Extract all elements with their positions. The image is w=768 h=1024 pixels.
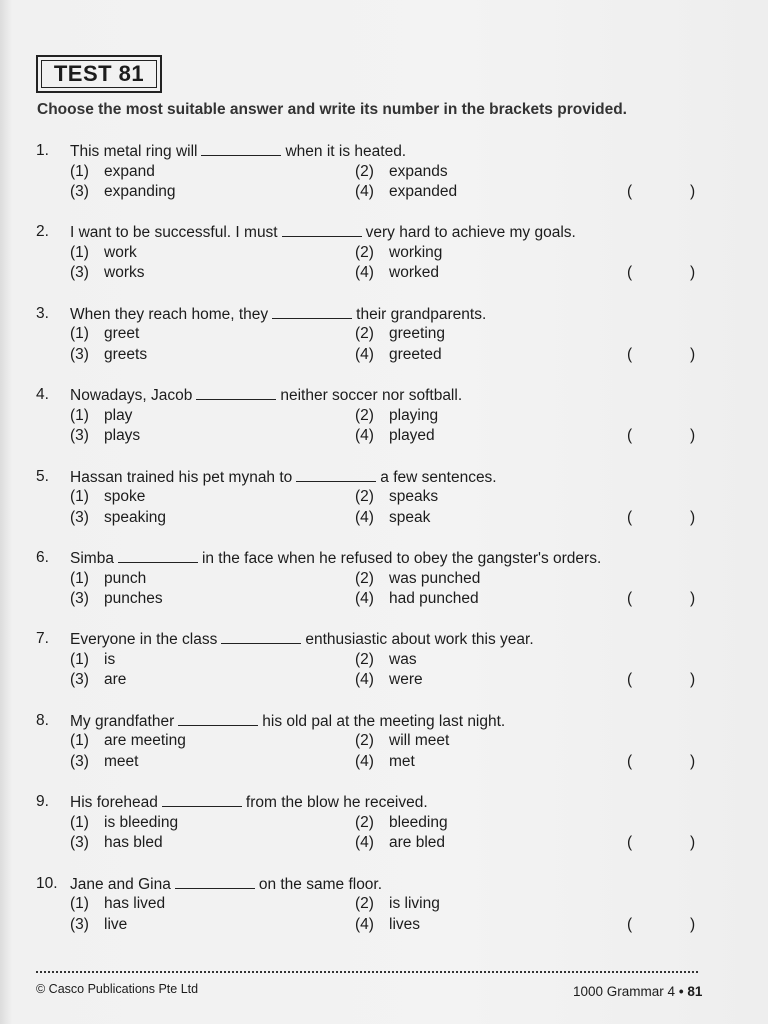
option-number: (4) xyxy=(355,427,374,445)
option-text: is bleeding xyxy=(104,813,179,831)
option-2 xyxy=(355,406,438,427)
option-number: (3) xyxy=(70,834,89,852)
question-number: 5. xyxy=(36,467,49,485)
answer-bracket-close[interactable]: ) xyxy=(690,590,696,607)
option-1 xyxy=(70,813,178,834)
option-text: will meet xyxy=(389,732,450,750)
option-number: (3) xyxy=(70,752,89,770)
option-number: (2) xyxy=(355,650,374,668)
option-number: (2) xyxy=(355,895,374,913)
option-3 xyxy=(70,833,163,854)
option-text: was xyxy=(389,650,417,668)
option-number: (2) xyxy=(355,325,374,343)
answer-bracket-open[interactable]: ( xyxy=(627,264,633,282)
option-text: had punched xyxy=(389,590,479,607)
answer-bracket-close[interactable]: ) xyxy=(690,345,696,363)
option-4 xyxy=(355,833,445,854)
option-text: live xyxy=(104,915,128,933)
question-stem xyxy=(70,548,601,570)
option-number: (1) xyxy=(70,162,89,180)
option-number: (1) xyxy=(70,488,89,506)
option-number: (2) xyxy=(355,732,374,750)
stem-before-blank: His forehead xyxy=(70,794,158,812)
answer-blank[interactable] xyxy=(178,711,258,726)
answer-blank[interactable] xyxy=(296,467,376,482)
answer-bracket-close[interactable]: ) xyxy=(690,183,696,200)
option-number: (1) xyxy=(70,813,89,831)
stem-after-blank: neither soccer nor softball. xyxy=(280,387,463,405)
option-text: are xyxy=(104,671,127,689)
option-4 xyxy=(355,752,415,773)
option-text: are meeting xyxy=(104,732,186,750)
stem-before-blank: Jane and Gina xyxy=(70,875,171,893)
answer-bracket-close[interactable]: ) xyxy=(690,508,696,526)
option-text: is living xyxy=(389,895,440,913)
option-text: expanding xyxy=(104,183,176,200)
option-number: (3) xyxy=(70,671,89,689)
option-number: (2) xyxy=(355,243,374,261)
option-text: greeting xyxy=(389,325,446,343)
option-number: (2) xyxy=(355,162,374,180)
answer-blank[interactable] xyxy=(272,304,352,319)
option-number: (1) xyxy=(70,895,89,913)
book-title: 1000 Grammar 4 xyxy=(573,984,676,999)
option-text: worked xyxy=(389,264,439,282)
question-number: 1. xyxy=(36,142,49,159)
answer-blank[interactable] xyxy=(175,874,255,889)
stem-before-blank: I want to be successful. I must xyxy=(70,224,278,242)
question-9 xyxy=(0,792,768,872)
option-text: works xyxy=(104,264,145,282)
option-number: (4) xyxy=(355,508,374,526)
option-number: (3) xyxy=(70,345,89,363)
option-text: has bled xyxy=(104,834,163,852)
option-text: is xyxy=(104,650,116,668)
test-title-box xyxy=(36,55,162,93)
stem-after-blank: from the blow he received. xyxy=(245,794,428,812)
option-1 xyxy=(70,243,137,264)
option-text: greeted xyxy=(389,345,442,363)
question-4 xyxy=(0,385,768,465)
option-text: expands xyxy=(389,162,448,180)
question-stem xyxy=(70,385,462,407)
option-3 xyxy=(70,263,144,284)
option-text: lives xyxy=(389,915,421,933)
answer-bracket-close[interactable]: ) xyxy=(690,752,696,770)
question-stem xyxy=(70,629,534,651)
page-footer xyxy=(573,984,702,999)
option-text: meet xyxy=(104,752,139,770)
question-stem xyxy=(70,467,497,489)
question-stem xyxy=(70,304,486,326)
option-4 xyxy=(355,670,423,691)
instruction-text: Choose the most suitable answer and write its number in the brackets provided. xyxy=(37,101,627,118)
option-number: (4) xyxy=(355,183,374,200)
option-3 xyxy=(70,426,140,447)
option-text: playing xyxy=(389,406,439,424)
stem-after-blank: a few sentences. xyxy=(380,468,497,486)
answer-bracket-close[interactable]: ) xyxy=(690,834,696,852)
option-number: (4) xyxy=(355,590,374,607)
option-number: (1) xyxy=(70,732,89,750)
option-number: (3) xyxy=(70,183,89,200)
option-number: (4) xyxy=(355,345,374,363)
option-4 xyxy=(355,508,430,529)
stem-before-blank: This metal ring will xyxy=(70,143,198,160)
question-stem xyxy=(70,711,505,733)
option-number: (2) xyxy=(355,569,374,587)
answer-bracket-open[interactable]: ( xyxy=(627,915,633,933)
option-number: (1) xyxy=(70,569,89,587)
question-6 xyxy=(0,548,768,628)
stem-before-blank: Simba xyxy=(70,550,114,567)
option-text: spoke xyxy=(104,488,146,506)
option-1 xyxy=(70,650,115,671)
option-text: are bled xyxy=(389,834,446,852)
option-1 xyxy=(70,406,132,427)
answer-blank[interactable] xyxy=(162,792,242,807)
option-text: working xyxy=(389,243,443,261)
option-1 xyxy=(70,569,146,590)
option-number: (3) xyxy=(70,915,89,933)
question-number: 9. xyxy=(36,793,49,811)
option-number: (2) xyxy=(355,406,374,424)
question-5 xyxy=(0,467,768,547)
question-number: 8. xyxy=(36,711,49,729)
footer-bullet: • xyxy=(678,984,684,999)
option-text: were xyxy=(389,671,423,689)
answer-bracket-close[interactable]: ) xyxy=(690,264,696,282)
question-number: 2. xyxy=(36,223,49,241)
option-2 xyxy=(355,894,440,915)
question-stem xyxy=(70,222,576,244)
question-number: 7. xyxy=(36,630,49,648)
option-text: has lived xyxy=(104,895,166,913)
option-4 xyxy=(355,345,442,366)
question-7 xyxy=(0,629,768,709)
answer-bracket-open[interactable]: ( xyxy=(627,427,633,445)
option-3 xyxy=(70,345,147,366)
option-text: bleeding xyxy=(389,813,448,831)
answer-bracket-open[interactable]: ( xyxy=(627,752,633,770)
option-2 xyxy=(355,569,480,590)
stem-after-blank: on the same floor. xyxy=(258,875,383,893)
option-text: expand xyxy=(104,162,155,180)
option-3 xyxy=(70,752,138,773)
option-3 xyxy=(70,670,126,691)
option-number: (4) xyxy=(355,834,374,852)
option-1 xyxy=(70,487,145,508)
option-1 xyxy=(70,894,165,915)
option-text: work xyxy=(104,243,137,261)
option-number: (1) xyxy=(70,406,89,424)
option-1 xyxy=(70,324,139,345)
page-number: 81 xyxy=(687,984,703,999)
stem-after-blank: his old pal at the meeting last night. xyxy=(262,712,506,730)
answer-bracket-open[interactable]: ( xyxy=(627,183,633,200)
option-number: (4) xyxy=(355,752,374,770)
option-4 xyxy=(355,589,479,610)
answer-bracket-close[interactable]: ) xyxy=(690,915,696,933)
question-number: 3. xyxy=(36,304,49,322)
answer-blank[interactable] xyxy=(282,222,362,237)
question-3 xyxy=(0,304,768,384)
answer-blank[interactable] xyxy=(221,629,301,644)
option-4 xyxy=(355,915,420,936)
answer-blank[interactable] xyxy=(201,141,281,156)
answer-bracket-open[interactable]: ( xyxy=(627,590,633,607)
question-number: 6. xyxy=(36,549,49,566)
option-number: (3) xyxy=(70,508,89,526)
stem-after-blank: their grandparents. xyxy=(356,305,487,323)
option-text: speaking xyxy=(104,508,167,526)
option-3 xyxy=(70,915,127,936)
option-number: (4) xyxy=(355,671,374,689)
option-2 xyxy=(355,324,445,345)
publisher-credit: © Casco Publications Pte Ltd xyxy=(36,982,199,996)
stem-before-blank: Hassan trained his pet mynah to xyxy=(70,468,293,486)
option-4 xyxy=(355,263,439,284)
option-2 xyxy=(355,650,417,671)
answer-bracket-open[interactable]: ( xyxy=(627,345,633,363)
option-number: (1) xyxy=(70,243,89,261)
stem-before-blank: Nowadays, Jacob xyxy=(70,387,193,405)
answer-bracket-open[interactable]: ( xyxy=(627,508,633,526)
option-text: plays xyxy=(104,427,141,445)
stem-after-blank: when it is heated. xyxy=(285,143,407,160)
option-number: (4) xyxy=(355,264,374,282)
option-number: (3) xyxy=(70,427,89,445)
answer-bracket-open[interactable]: ( xyxy=(627,834,633,852)
option-number: (3) xyxy=(70,264,89,282)
option-number: (1) xyxy=(70,650,89,668)
question-2 xyxy=(0,222,768,302)
option-text: played xyxy=(389,427,435,445)
option-text: speak xyxy=(389,508,431,526)
stem-after-blank: enthusiastic about work this year. xyxy=(305,631,534,649)
option-4 xyxy=(355,426,435,447)
option-text: play xyxy=(104,406,133,424)
option-number: (4) xyxy=(355,915,374,933)
footer-divider xyxy=(36,971,698,973)
question-8 xyxy=(0,711,768,791)
question-10 xyxy=(0,874,768,954)
stem-before-blank: My grandfather xyxy=(70,712,175,730)
question-stem xyxy=(70,792,428,814)
option-2 xyxy=(355,487,438,508)
stem-before-blank: Everyone in the class xyxy=(70,631,218,649)
answer-bracket-open[interactable]: ( xyxy=(627,671,633,689)
option-text: punches xyxy=(104,590,163,607)
option-number: (1) xyxy=(70,325,89,343)
answer-bracket-close[interactable]: ) xyxy=(690,671,696,689)
option-text: speaks xyxy=(389,488,439,506)
stem-before-blank: When they reach home, they xyxy=(70,305,269,323)
option-4 xyxy=(355,182,457,203)
stem-after-blank: in the face when he refused to obey the gangster's orders. xyxy=(201,550,602,567)
option-text: greets xyxy=(104,345,148,363)
option-2 xyxy=(355,731,449,752)
option-number: (3) xyxy=(70,590,89,607)
question-number: 4. xyxy=(36,386,49,404)
answer-blank[interactable] xyxy=(196,385,276,400)
option-number: (2) xyxy=(355,488,374,506)
test-title: TEST 81 xyxy=(41,60,157,88)
question-stem xyxy=(70,874,382,896)
stem-after-blank: very hard to achieve my goals. xyxy=(365,224,576,242)
option-text: met xyxy=(389,752,415,770)
option-text: greet xyxy=(104,325,140,343)
answer-blank[interactable] xyxy=(118,548,198,563)
option-1 xyxy=(70,162,155,183)
answer-bracket-close[interactable]: ) xyxy=(690,427,696,445)
option-text: expanded xyxy=(389,183,458,200)
option-2 xyxy=(355,813,448,834)
option-2 xyxy=(355,162,448,183)
option-text: punch xyxy=(104,569,147,587)
option-1 xyxy=(70,731,186,752)
question-number: 10. xyxy=(36,874,58,892)
question-stem xyxy=(70,141,406,163)
option-2 xyxy=(355,243,442,264)
option-3 xyxy=(70,182,176,203)
option-3 xyxy=(70,589,163,610)
question-1 xyxy=(0,141,768,221)
option-3 xyxy=(70,508,166,529)
option-number: (2) xyxy=(355,813,374,831)
option-text: was punched xyxy=(389,569,481,587)
